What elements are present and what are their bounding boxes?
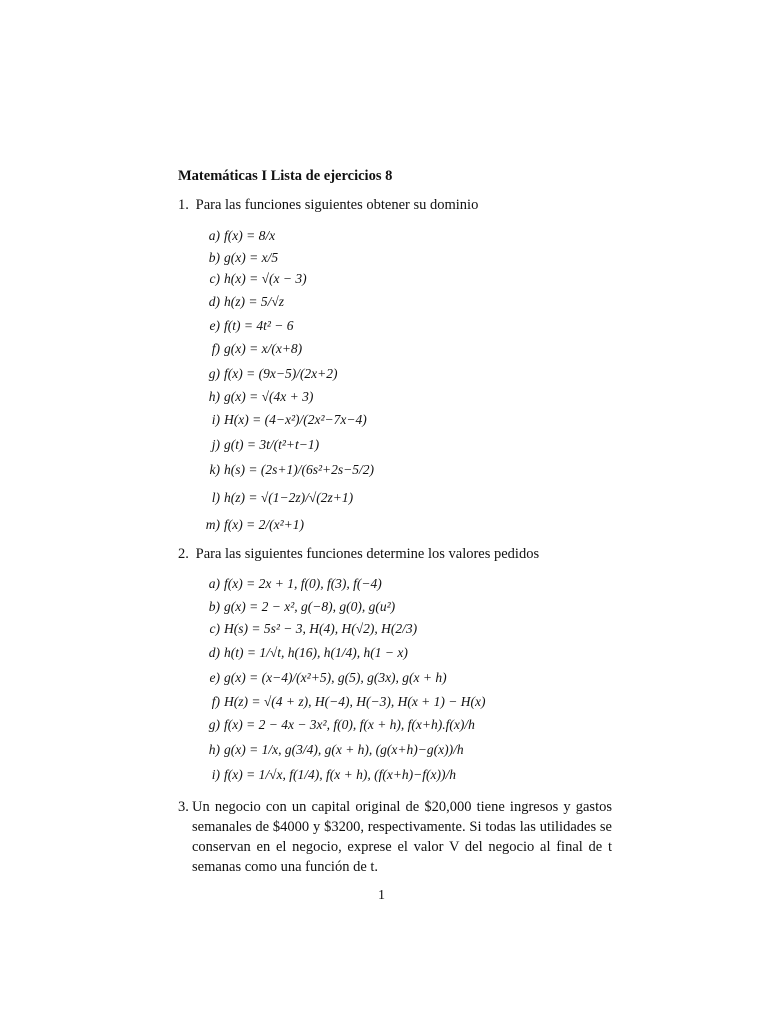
exercise-expression: f(x) = 2x + 1, f(0), f(3), f(−4): [224, 576, 382, 591]
exercise-expression: g(x) = 2 − x², g(−8), g(0), g(u²): [224, 599, 396, 614]
section-2-heading-text: Para las siguientes funciones determine los valores pedidos: [195, 546, 540, 562]
exercise-expression: g(x) = √(4x + 3): [224, 389, 314, 404]
exercise-item: [200, 621, 417, 637]
exercise-item: [200, 228, 275, 244]
exercise-expression: h(t) = 1/√t, h(16), h(1/4), h(1 − x): [224, 645, 408, 660]
section-2-number: 2.: [178, 546, 189, 562]
exercise-expression: H(x) = (4−x²)/(2x²−7x−4): [224, 412, 367, 427]
exercise-label: b): [208, 250, 220, 265]
exercise-label: i): [211, 767, 220, 782]
exercise-label: g): [208, 366, 220, 381]
exercise-label: h): [208, 389, 220, 404]
exercise-label: c): [209, 271, 220, 286]
exercise-expression: f(x) = 8/x: [224, 228, 276, 243]
exercise-expression: h(z) = 5/√z: [224, 294, 285, 309]
exercise-label: d): [208, 294, 220, 309]
exercise-label: b): [208, 599, 220, 614]
exercise-expression: h(s) = (2s+1)/(6s²+2s−5/2): [224, 462, 374, 477]
exercise-item: [200, 767, 456, 783]
exercise-label: a): [208, 228, 220, 243]
page-number: 1: [378, 888, 385, 903]
exercise-item: [200, 645, 408, 661]
exercise-item: [200, 599, 395, 615]
exercise-expression: h(z) = √(1−2z)/√(2z+1): [224, 490, 354, 505]
exercise-label: f): [211, 341, 220, 356]
exercise-expression: f(x) = 2 − 4x − 3x², f(0), f(x + h), f(x+h).f(x)/h: [224, 717, 475, 732]
exercise-expression: g(x) = x/5: [224, 250, 279, 265]
exercise-label: f): [211, 694, 220, 709]
exercise-item: [200, 576, 382, 592]
section-3-text: Un negocio con un capital original de $20,000 tiene ingresos y gastos semanales de $4000 y $3200, respectivamente. Si todas las utilidades se conservan en el negocio, exprese el valor V del negocio al final de t semanas como una función de t.: [192, 799, 612, 875]
exercise-expression: f(x) = 2/(x²+1): [224, 517, 304, 532]
exercise-expression: f(x) = 1/√x, f(1/4), f(x + h), (f(x+h)−f(x))/h: [224, 767, 457, 782]
exercise-item: [200, 717, 475, 733]
exercise-item: [200, 694, 486, 710]
exercise-item: [200, 490, 353, 506]
exercise-expression: g(x) = x/(x+8): [224, 341, 303, 356]
exercise-expression: f(t) = 4t² − 6: [224, 318, 294, 333]
section-2-heading: [178, 546, 539, 563]
exercise-label: c): [209, 621, 220, 636]
section-3-paragraph: [178, 797, 612, 877]
exercise-item: [200, 462, 374, 478]
exercise-label: l): [211, 490, 220, 505]
exercise-item: [200, 517, 304, 533]
exercise-label: i): [211, 412, 220, 427]
exercise-item: [200, 294, 284, 310]
exercise-item: [200, 341, 302, 357]
exercise-item: [200, 366, 338, 382]
exercise-label: e): [209, 318, 220, 333]
page-title: Matemáticas I Lista de ejercicios 8: [178, 168, 393, 184]
exercise-label: h): [208, 742, 220, 757]
exercise-label: g): [208, 717, 220, 732]
section-3-number: 3.: [178, 799, 189, 815]
exercise-label: d): [208, 645, 220, 660]
exercise-label: e): [209, 670, 220, 685]
exercise-expression: h(x) = √(x − 3): [224, 271, 307, 286]
exercise-label: k): [209, 462, 220, 477]
exercise-expression: g(x) = 1/x, g(3/4), g(x + h), (g(x+h)−g(x))/h: [224, 742, 464, 757]
exercise-expression: H(z) = √(4 + z), H(−4), H(−3), H(x + 1) − H(x): [224, 694, 486, 709]
exercise-item: [200, 670, 447, 686]
exercise-item: [200, 318, 294, 334]
exercise-label: m): [205, 517, 220, 532]
exercise-item: [200, 271, 307, 287]
exercise-item: [200, 437, 319, 453]
section-1-heading: [178, 197, 478, 214]
exercise-expression: f(x) = (9x−5)/(2x+2): [224, 366, 338, 381]
exercise-item: [200, 250, 278, 266]
exercise-label: a): [208, 576, 220, 591]
section-1-heading-text: Para las funciones siguientes obtener su dominio: [195, 197, 479, 213]
exercise-expression: g(t) = 3t/(t²+t−1): [224, 437, 320, 452]
exercise-expression: g(x) = (x−4)/(x²+5), g(5), g(3x), g(x + h): [224, 670, 447, 685]
exercise-item: [200, 412, 367, 428]
exercise-item: [200, 742, 464, 758]
section-1-number: 1.: [178, 197, 189, 213]
exercise-item: [200, 389, 313, 405]
exercise-label: j): [211, 437, 220, 452]
exercise-expression: H(s) = 5s² − 3, H(4), H(√2), H(2/3): [224, 621, 418, 636]
